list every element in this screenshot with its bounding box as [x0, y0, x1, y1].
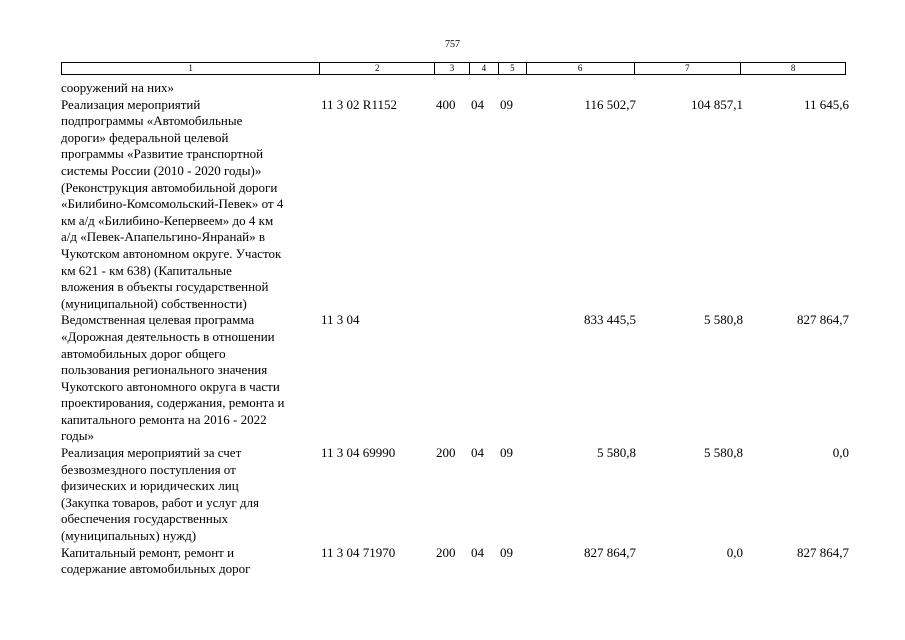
description-line: (муниципальной) собственности) — [61, 295, 247, 311]
row-section: 04 — [471, 445, 484, 461]
row-amount-total: 833 445,5 — [584, 312, 636, 328]
header-col-1: 1 — [62, 63, 320, 74]
description-line: км 621 - км 638) (Капитальные — [61, 262, 232, 278]
description-line: капитального ремонта на 2016 - 2022 — [61, 411, 267, 427]
row-section: 04 — [471, 96, 484, 112]
description-line: безвозмездного поступления от — [61, 461, 236, 477]
row-subsection — [500, 80, 540, 97]
description-line: дороги» федеральной целевой — [61, 129, 229, 145]
row-amount-total: 827 864,7 — [584, 544, 636, 560]
row-code: 11 3 02 R1152 — [321, 96, 397, 112]
header-col-3: 3 — [435, 63, 470, 74]
row-code: 11 3 04 — [321, 312, 360, 328]
row-expense-type — [436, 80, 471, 97]
row-subsection: 09 — [500, 96, 513, 112]
description-line: содержание автомобильных дорог — [61, 561, 251, 577]
description-line: Чукотского автономного округа в части — [61, 378, 280, 394]
description-line: а/д «Певек-Апапельгино-Янранай» в — [61, 229, 266, 245]
row-section: 04 — [471, 544, 484, 560]
row-description — [61, 545, 321, 578]
table-row — [61, 312, 851, 445]
table-row — [61, 80, 851, 97]
table-row — [61, 445, 851, 545]
row-amount-federal: 5 580,8 — [704, 312, 743, 328]
row-code: 11 3 04 69990 — [321, 445, 396, 461]
description-line: годы» — [61, 428, 94, 444]
row-expense-type: 200 — [436, 544, 456, 560]
table-body — [61, 80, 851, 578]
description-line: подпрограммы «Автомобильные — [61, 113, 243, 129]
description-line: (муниципальных) нужд) — [61, 528, 197, 544]
description-line: Реализация мероприятий за счет — [61, 445, 242, 461]
row-code: 11 3 04 71970 — [321, 544, 396, 560]
row-subsection: 09 — [500, 544, 513, 560]
row-description — [61, 80, 321, 97]
row-code — [321, 80, 436, 97]
description-line: системы России (2010 - 2020 годы)» — [61, 162, 262, 178]
row-description — [61, 445, 321, 545]
description-line: (Реконструкция автомобильной дороги — [61, 179, 278, 195]
description-line: проектирования, содержания, ремонта и — [61, 395, 285, 411]
description-line: сооружений на них» — [61, 80, 175, 95]
description-line: (Закупка товаров, работ и услуг для — [61, 494, 259, 510]
header-col-4: 4 — [470, 63, 499, 74]
row-subsection — [500, 312, 540, 445]
description-line: автомобильных дорог общего — [61, 345, 226, 361]
description-line: обеспечения государственных — [61, 511, 229, 527]
description-line: пользования регионального значения — [61, 362, 268, 378]
row-amount-regional — [743, 80, 849, 97]
table-header — [61, 62, 846, 75]
row-amount-federal — [636, 80, 743, 97]
description-line: вложения в объекты государственной — [61, 279, 269, 295]
row-description — [61, 312, 321, 445]
description-line: км а/д «Билибино-Кепервеем» до 4 км — [61, 212, 274, 228]
description-line: физических и юридических лиц — [61, 478, 239, 494]
row-amount-regional: 11 645,6 — [803, 96, 849, 112]
row-amount-federal: 0,0 — [726, 544, 743, 560]
row-amount-total: 5 580,8 — [597, 445, 636, 461]
header-col-2: 2 — [320, 63, 435, 74]
description-line: «Дорожная деятельность в отношении — [61, 328, 275, 344]
description-line: Капитальный ремонт, ремонт и — [61, 544, 235, 560]
row-amount-federal: 104 857,1 — [691, 96, 743, 112]
header-col-8: 8 — [790, 63, 796, 73]
row-section — [471, 312, 500, 445]
header-col-6: 6 — [527, 63, 635, 74]
table-row — [61, 97, 851, 313]
row-expense-type: 400 — [436, 96, 456, 112]
page-number: 757 — [445, 39, 460, 50]
row-amount-regional: 827 864,7 — [797, 544, 849, 560]
header-col-5: 5 — [499, 63, 527, 74]
row-amount-total — [540, 80, 636, 97]
row-amount-regional: 827 864,7 — [797, 312, 849, 328]
row-amount-regional: 0,0 — [832, 445, 849, 461]
table-row — [61, 545, 851, 578]
header-col-7: 7 — [635, 63, 742, 74]
row-description — [61, 97, 321, 313]
row-section — [471, 80, 500, 97]
description-line: Ведомственная целевая программа — [61, 312, 255, 328]
row-expense-type: 200 — [436, 445, 456, 461]
row-expense-type — [436, 312, 471, 445]
row-subsection: 09 — [500, 445, 513, 461]
row-amount-federal: 5 580,8 — [704, 445, 743, 461]
description-line: Реализация мероприятий — [61, 96, 201, 112]
description-line: «Билибино-Комсомольский-Певек» от 4 — [61, 196, 284, 212]
row-amount-total: 116 502,7 — [584, 96, 636, 112]
description-line: Чукотском автономном округе. Участок — [61, 245, 282, 261]
description-line: программы «Развитие транспортной — [61, 146, 264, 162]
